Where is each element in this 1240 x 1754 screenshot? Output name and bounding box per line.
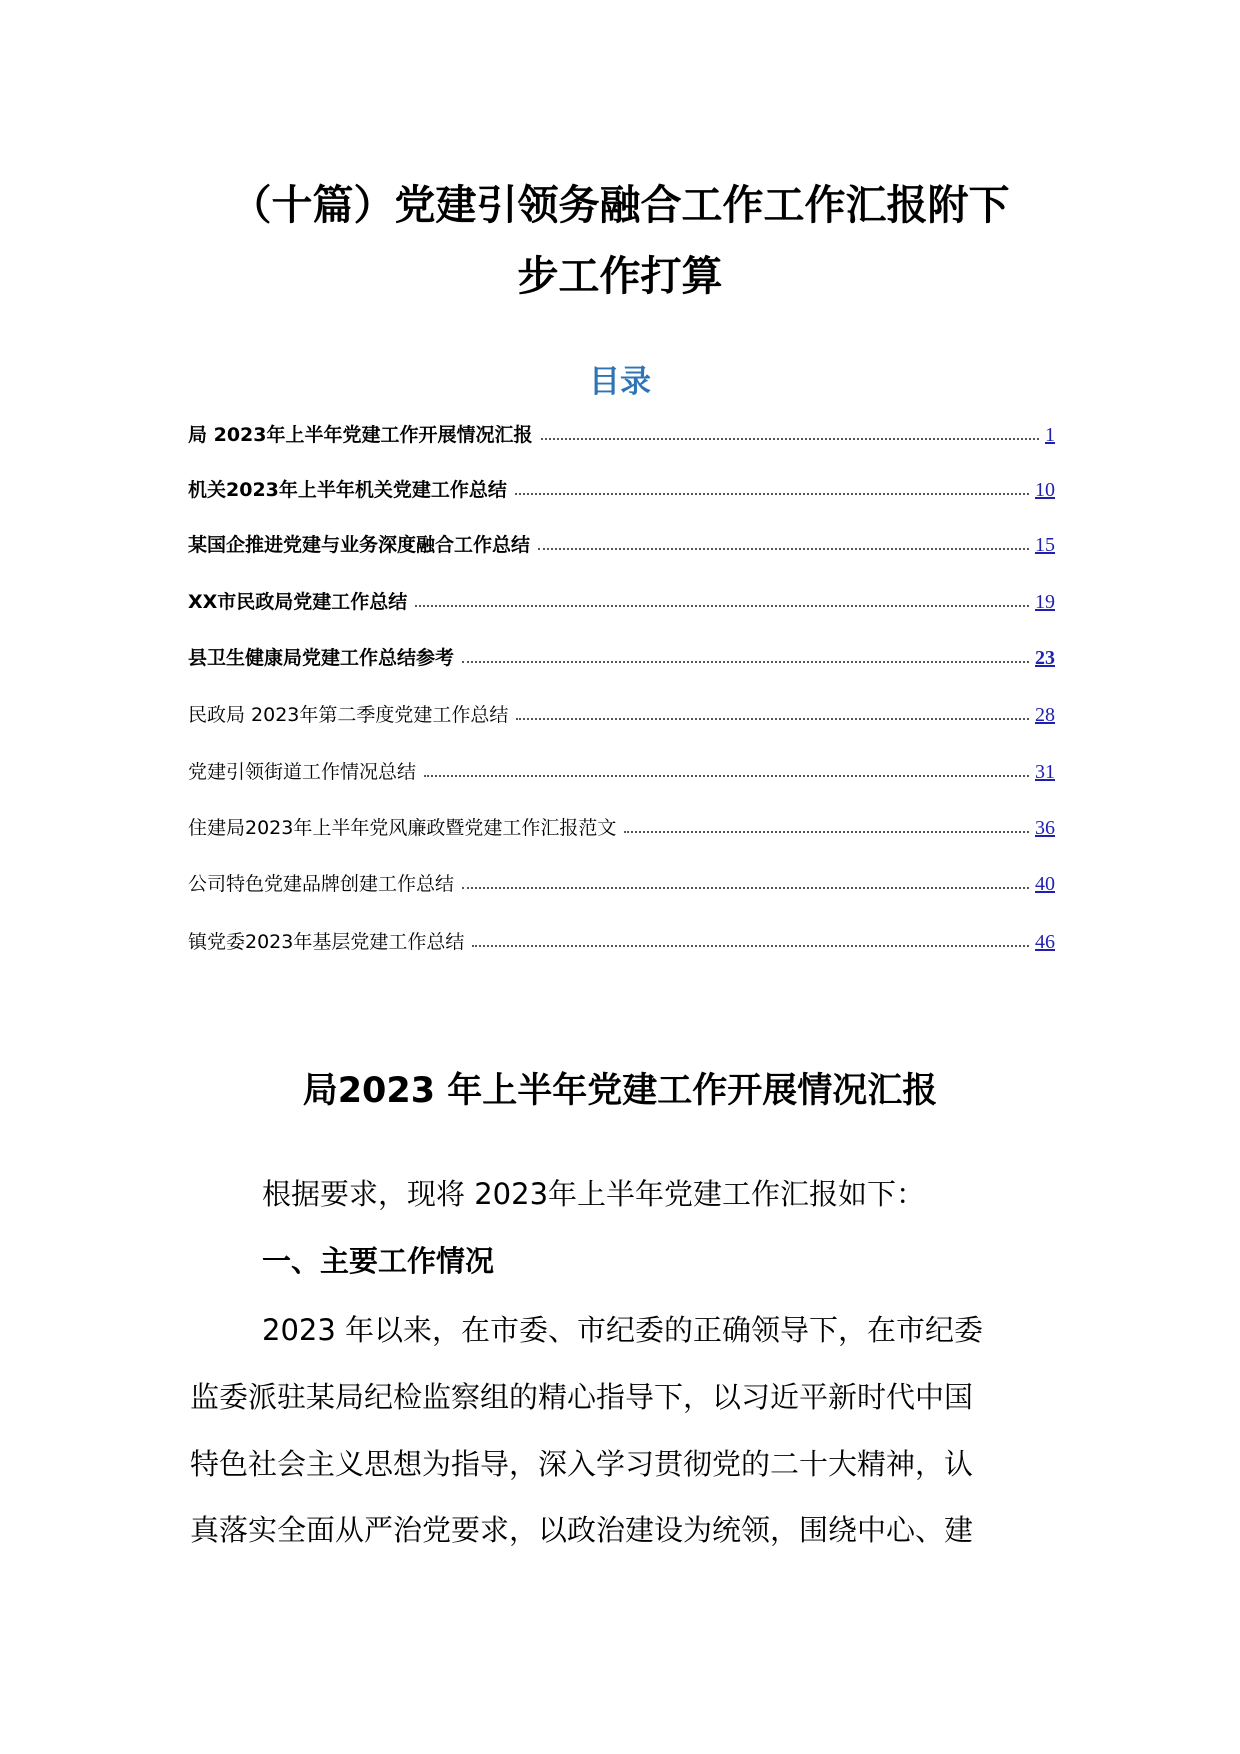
document-title-line-1: （十篇）党建引领务融合工作工作汇报附下 [230, 181, 1010, 229]
toc-page-link[interactable]: 1 [1045, 424, 1055, 446]
toc-dot-leader [515, 493, 1029, 495]
toc-entry[interactable] [188, 922, 1055, 952]
toc-entry-label: 民政局 2023年第二季度党建工作总结 [188, 704, 509, 726]
toc-entry-label: 县卫生健康局党建工作总结参考 [188, 647, 455, 669]
toc-dot-leader [462, 887, 1029, 889]
toc-dot-leader [624, 831, 1029, 833]
toc-page-link[interactable]: 46 [1035, 931, 1055, 953]
toc-page-link[interactable]: 36 [1035, 817, 1055, 839]
toc-entry-label: 局 2023年上半年党建工作开展情况汇报 [188, 424, 533, 446]
toc-entry-label: 住建局2023年上半年党风廉政暨党建工作汇报范文 [188, 817, 617, 839]
toc-page-link[interactable]: 40 [1035, 873, 1055, 895]
toc-page-link[interactable]: 19 [1035, 591, 1055, 613]
toc-heading: 目录 [589, 364, 651, 400]
toc-entry[interactable] [188, 808, 1055, 838]
toc-dot-leader [415, 605, 1029, 607]
paragraph-line: 2023 年以来，在市委、市纪委的正确领导下，在市纪委 [262, 1313, 984, 1347]
toc-entry[interactable] [188, 695, 1055, 725]
toc-entry[interactable] [188, 582, 1055, 612]
paragraph-line: 监委派驻某局纪检监察组的精心指导下，以习近平新时代中国 [190, 1380, 974, 1414]
toc-entry[interactable] [188, 525, 1055, 555]
toc-entry[interactable] [188, 470, 1055, 500]
toc-entry[interactable] [188, 638, 1055, 668]
toc-entry-label: 机关2023年上半年机关党建工作总结 [188, 479, 507, 501]
paragraph-line: 真落实全面从严治党要求，以政治建设为统领，围绕中心、建 [190, 1513, 974, 1547]
paragraph-line: 特色社会主义思想为指导，深入学习贯彻党的二十大精神，认 [190, 1447, 974, 1481]
document-title-line-2: 步工作打算 [517, 252, 723, 300]
section-title: 局2023 年上半年党建工作开展情况汇报 [302, 1071, 938, 1111]
toc-page-link[interactable]: 28 [1035, 704, 1055, 726]
toc-dot-leader [472, 945, 1029, 947]
toc-entry-label: 镇党委2023年基层党建工作总结 [188, 931, 465, 953]
toc-page-link[interactable]: 15 [1035, 534, 1055, 556]
toc-entry-label: 公司特色党建品牌创建工作总结 [188, 873, 455, 895]
intro-paragraph: 根据要求，现将 2023年上半年党建工作汇报如下： [262, 1177, 926, 1211]
toc-entry[interactable] [188, 864, 1055, 894]
toc-dot-leader [516, 718, 1029, 720]
toc-dot-leader [541, 438, 1040, 440]
toc-entry-label: XX市民政局党建工作总结 [188, 591, 408, 613]
toc-dot-leader [462, 661, 1029, 663]
toc-entry-label: 某国企推进党建与业务深度融合工作总结 [188, 534, 531, 556]
subheading: 一、主要工作情况 [262, 1244, 495, 1278]
toc-entry[interactable] [188, 752, 1055, 782]
toc-dot-leader [538, 548, 1029, 550]
toc-page-link[interactable]: 10 [1035, 479, 1055, 501]
toc-entry-label: 党建引领街道工作情况总结 [188, 761, 417, 783]
toc-page-link[interactable]: 31 [1035, 761, 1055, 783]
toc-page-link[interactable]: 23 [1035, 647, 1055, 669]
toc-dot-leader [424, 775, 1029, 777]
toc-entry[interactable] [188, 415, 1055, 445]
